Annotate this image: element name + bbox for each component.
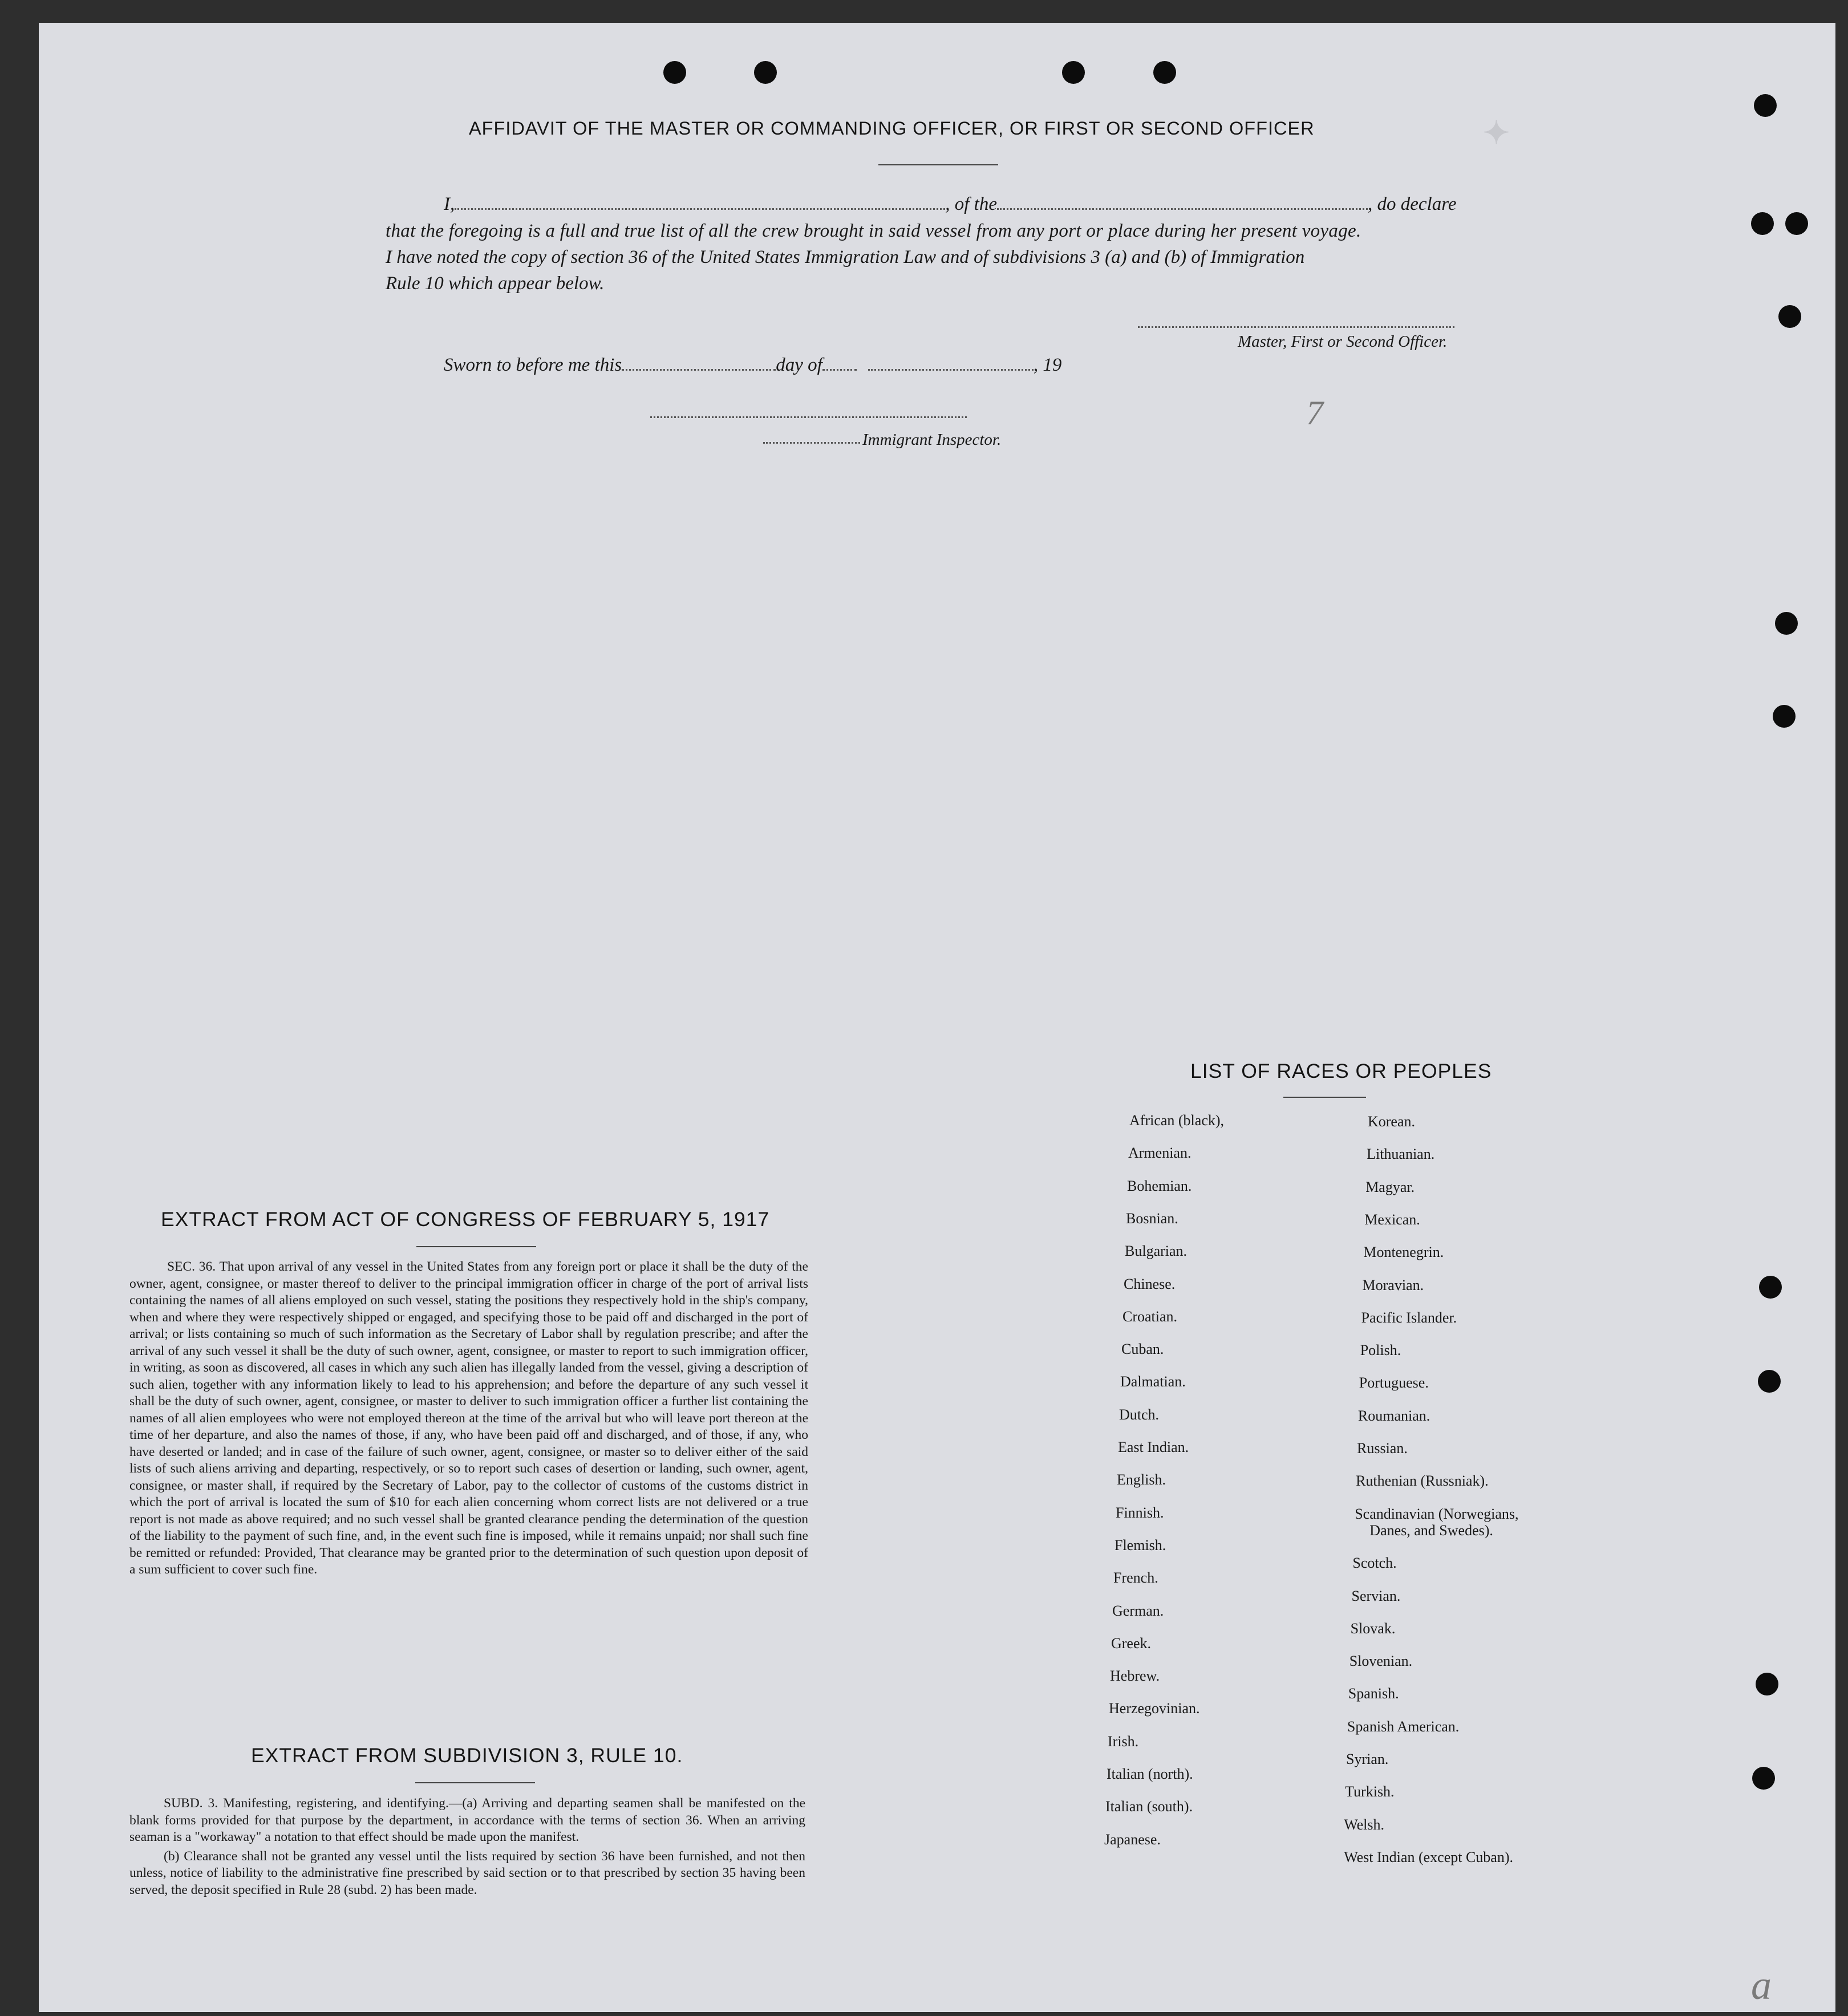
race-item: Polish.: [1360, 1342, 1401, 1359]
race-item: Hebrew.: [1110, 1668, 1160, 1685]
affidavit-of-the: , of the: [945, 194, 997, 214]
punch-hole: [1752, 1767, 1775, 1790]
race-item: African (black),: [1129, 1112, 1225, 1129]
race-item: Russian.: [1357, 1440, 1408, 1457]
race-item: Pacific Islander.: [1361, 1309, 1457, 1326]
congress-title: EXTRACT FROM ACT OF CONGRESS OF FEBRUARY 5, 1917: [161, 1208, 770, 1231]
month-field: [822, 367, 857, 371]
day-field: [622, 367, 776, 371]
race-item: Italian (south).: [1105, 1798, 1193, 1815]
punch-hole: [754, 61, 777, 84]
form-page: [39, 23, 1835, 2012]
race-item: Roumanian.: [1357, 1407, 1430, 1424]
race-item: Bosnian.: [1126, 1210, 1178, 1227]
race-item: Montenegrin.: [1363, 1244, 1444, 1261]
punch-hole: [1775, 612, 1798, 635]
punch-hole: [1754, 94, 1777, 117]
sworn-text: Sworn to before me this: [444, 355, 622, 375]
vessel-field: [997, 206, 1368, 210]
race-item: Slovak.: [1350, 1620, 1396, 1637]
divider: [1283, 1097, 1366, 1098]
inspector-prefix-line: [763, 442, 860, 444]
race-item: Welsh.: [1344, 1816, 1385, 1833]
race-item: Mexican.: [1364, 1211, 1420, 1228]
race-item: Bulgarian.: [1125, 1243, 1188, 1260]
race-item: Irish.: [1108, 1733, 1139, 1750]
day-of-text: day of: [776, 355, 822, 375]
race-item: Syrian.: [1346, 1751, 1389, 1767]
race-item: Dutch.: [1119, 1406, 1160, 1423]
name-field: [455, 206, 945, 210]
race-item: Cuban.: [1121, 1341, 1164, 1358]
race-item: Moravian.: [1362, 1276, 1424, 1293]
divider: [416, 1246, 536, 1247]
affidavit-title: AFFIDAVIT OF THE MASTER OR COMMANDING OFFICER, OR FIRST OR SECOND OFFICER: [469, 118, 1315, 139]
punch-hole: [1759, 1276, 1782, 1299]
handwritten-mark: a: [1751, 1962, 1772, 2008]
section-36-paragraph: SEC. 36. That upon arrival of any vessel in the United States from any foreign port or place it shall be the duty of the owner, agent, consignee, or master thereof to deliver to the principal immigration officer in charge of the port of arrival lists containing the names of all aliens employed on such vessel, stating the positions they respectively hold in the ship's company, when and where they were respectively shipped or engaged, and specifying those to be paid off and discharged in the port of arrival; or lists containing so much of such information as the Secretary of Labor shall by regulation prescribe; and after the arrival of any such vessel it shall be the duty of such owner, agent, consignee, or master to report to such immigration officer, in writing, as soon as discovered, all cases in which any such alien has illegally landed from the vessel, giving a description of such alien, together with any information likely to lead to his apprehension; and before the departure of any such vessel it shall be the duty of such owner, agent, consignee, or master to deliver to such immigration officer a further list containing the names of all alien employees who were not employed thereon at the time of the arrival but who will leave port thereon at the time of her departure, and also the names of those, if any, who have been paid off and discharged, and of those, if any, who have deserted or landed; and in case of the failure of such owner, agent, consignee, or master so to deliver either of the said lists of such aliens arriving and departing, respectively, or so to report such cases of desertion or landing, such owner, agent, consignee, or master shall, if required by the Secretary of Labor, pay to the collector of customs of the customs district in which the port of arrival is located the sum of $10 for each alien concerning whom correct lists are not delivered or a true report is not made as above required; and no such vessel shall be granted clearance pending the determination of the question of the liability to the payment of such fine, and, in the event such fine is imposed, while it remains unpaid; nor shall such fine be remitted or refunded: Provided, That clearance may be granted prior to the determination of such question upon deposit of a sum sufficient to cover such fine.: [129, 1259, 808, 1577]
race-item: West Indian (except Cuban).: [1344, 1848, 1513, 1865]
race-item: Greek.: [1111, 1634, 1152, 1652]
race-item: Magyar.: [1365, 1178, 1415, 1195]
signature-label: Master, First or Second Officer.: [1238, 332, 1448, 351]
race-item: Scotch.: [1352, 1555, 1397, 1572]
race-item: Finnish.: [1116, 1504, 1164, 1521]
race-item: Servian.: [1351, 1587, 1401, 1604]
rule10-paragraph-a: SUBD. 3. Manifesting, registering, and identifying.—(a) Arriving and departing seamen shall be manifested on the blank forms provided for that purpose by the department, in accordance with the terms of section 36. When an arriving seaman is a "workaway" a notation to that effect should be made upon the manifest.: [129, 1796, 805, 1844]
race-item: Croatian.: [1122, 1308, 1178, 1325]
inspector-signature-line: [650, 416, 967, 418]
rule10-text: [129, 1795, 805, 1899]
rule10-paragraph-b: (b) Clearance shall not be granted any vessel until the lists required by section 36 have been furnished, and not then unless, notice of liability to the administrative fine prescribed by said section or to that prescribed by section 35 having been served, the deposit specified in Rule 28 (subd. 2) has been made.: [129, 1848, 805, 1897]
race-item: Bohemian.: [1127, 1177, 1192, 1194]
race-item: Portuguese.: [1359, 1374, 1429, 1392]
race-item: Slovenian.: [1349, 1653, 1413, 1670]
punch-hole: [1756, 1673, 1778, 1695]
affidavit-i: I,: [444, 194, 455, 214]
race-item: Flemish.: [1115, 1536, 1166, 1553]
race-item: Danes, and Swedes).: [1369, 1522, 1493, 1539]
punch-hole: [1778, 305, 1801, 328]
race-item: East Indian.: [1118, 1439, 1189, 1455]
pencil-mark: 7: [1306, 394, 1323, 432]
punch-hole: [1758, 1370, 1781, 1393]
race-item: Spanish American.: [1347, 1718, 1460, 1735]
race-item: Armenian.: [1128, 1145, 1192, 1162]
race-item: Japanese.: [1104, 1831, 1161, 1848]
race-item: Scandinavian (Norwegians,: [1355, 1505, 1519, 1522]
year-prefix: , 19: [1033, 355, 1062, 375]
bleed-through-text: ✦: [1483, 115, 1513, 151]
punch-hole: [1153, 61, 1176, 84]
affidavit-declare: , do declare: [1367, 194, 1457, 214]
rule10-title: EXTRACT FROM SUBDIVISION 3, RULE 10.: [251, 1744, 683, 1767]
race-item: English.: [1117, 1471, 1166, 1488]
punch-hole: [1751, 212, 1774, 235]
race-item: Ruthenian (Russniak).: [1356, 1473, 1489, 1490]
race-item: Lithuanian.: [1367, 1146, 1435, 1163]
race-item: Korean.: [1368, 1113, 1416, 1130]
inspector-label: Immigrant Inspector.: [862, 431, 1002, 449]
punch-hole: [1062, 61, 1085, 84]
signature-line: [1138, 326, 1454, 328]
affidavit-line-3: I have noted the copy of section 36 of the United States Immigration Law and of subdivisions 3 (a) and (b) of Immigration: [386, 247, 1305, 267]
race-item: Spanish.: [1348, 1685, 1399, 1702]
section-36-text: [129, 1259, 808, 1579]
race-item: Chinese.: [1124, 1275, 1176, 1292]
affidavit-line-4: Rule 10 which appear below.: [386, 273, 605, 294]
sworn-line: [444, 355, 1061, 376]
punch-hole: [663, 61, 686, 84]
divider: [415, 1782, 535, 1783]
races-title: LIST OF RACES OR PEOPLES: [1190, 1060, 1492, 1082]
punch-hole: [1785, 212, 1808, 235]
race-item: Dalmatian.: [1120, 1373, 1186, 1390]
race-item: French.: [1113, 1569, 1158, 1587]
year-field: [868, 367, 1034, 371]
race-item: Herzegovinian.: [1109, 1700, 1200, 1717]
race-item: Turkish.: [1345, 1783, 1395, 1800]
race-item: Italian (north).: [1107, 1766, 1193, 1782]
affidavit-line-1: [444, 194, 1456, 215]
divider: [878, 164, 998, 165]
punch-hole: [1773, 705, 1796, 728]
race-item: German.: [1112, 1602, 1164, 1619]
affidavit-line-2: that the foregoing is a full and true list of all the crew brought in said vessel from any port or place during her present voyage.: [386, 221, 1361, 241]
